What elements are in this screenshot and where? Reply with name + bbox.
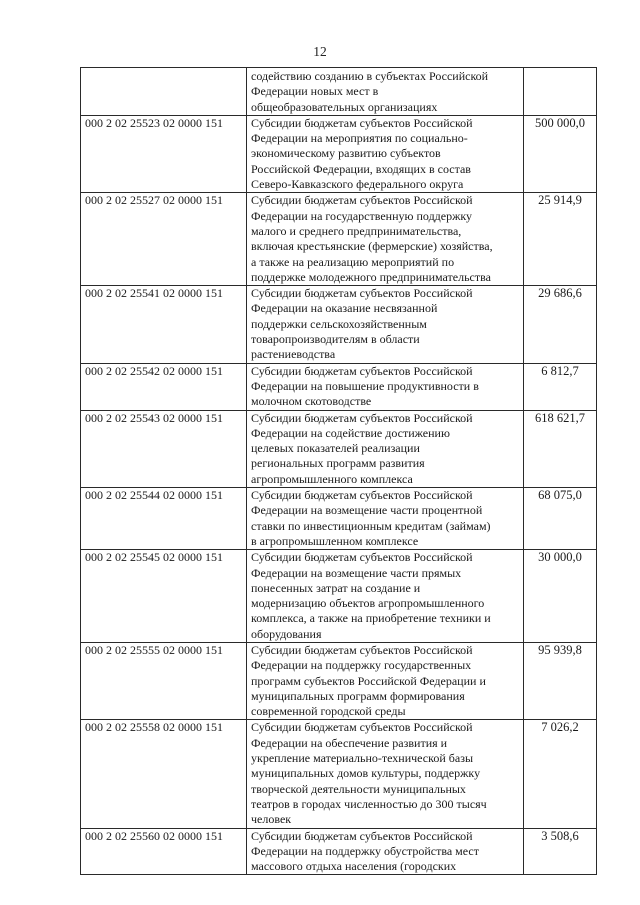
description-line: Субсидии бюджетам субъектов Российской bbox=[251, 410, 473, 425]
description-line: молочном скотоводстве bbox=[251, 394, 372, 409]
budget-code-cell: 000 2 02 25542 02 0000 151 bbox=[81, 363, 247, 410]
amount-cell: 6 812,7 bbox=[524, 363, 597, 410]
description-line: в агропромышленном комплексе bbox=[251, 533, 419, 548]
budget-code-cell: 000 2 02 25544 02 0000 151 bbox=[81, 488, 247, 550]
description-line: муниципальных программ формирования bbox=[251, 688, 465, 703]
description-line: Субсидии бюджетам субъектов Российской bbox=[251, 363, 473, 378]
description-line: а также на реализацию мероприятий по bbox=[251, 254, 455, 269]
budget-code-cell: 000 2 02 25558 02 0000 151 bbox=[81, 720, 247, 828]
description-line: Субсидии бюджетам субъектов Российской bbox=[251, 720, 473, 735]
description-line: творческой деятельности муниципальных bbox=[251, 781, 466, 796]
description-line: Федерации на обеспечение развития и bbox=[251, 735, 448, 750]
description-line: понесенных затрат на создание и bbox=[251, 580, 421, 595]
description-line: Федерации на поддержку государственных bbox=[251, 658, 472, 673]
budget-code-cell bbox=[81, 68, 247, 116]
description-line: программ субъектов Российской Федерации и bbox=[251, 673, 486, 688]
description-cell bbox=[247, 642, 524, 719]
description-line: содействию созданию в субъектах Российской bbox=[251, 69, 489, 83]
table-row bbox=[81, 720, 597, 828]
budget-table bbox=[80, 67, 597, 875]
description-cell bbox=[247, 550, 524, 643]
description-line: Субсидии бюджетам субъектов Российской bbox=[251, 488, 473, 503]
description-line: театров в городах численностью до 300 тысяч bbox=[251, 796, 487, 811]
description-line: оборудования bbox=[251, 626, 322, 641]
amount-cell: 500 000,0 bbox=[524, 115, 597, 192]
budget-code-cell: 000 2 02 25545 02 0000 151 bbox=[81, 550, 247, 643]
description-line: массового отдыха населения (городских bbox=[251, 859, 457, 874]
description-cell bbox=[247, 410, 524, 487]
description-line: целевых показателей реализации bbox=[251, 441, 420, 456]
description-line: малого и среднего предпринимательства, bbox=[251, 223, 462, 238]
description-line: товаропроизводителям в области bbox=[251, 332, 420, 347]
description-cell bbox=[247, 720, 524, 828]
budget-code-cell: 000 2 02 25555 02 0000 151 bbox=[81, 642, 247, 719]
description-line: Федерации на возмещение части прямых bbox=[251, 565, 462, 580]
description-line: Субсидии бюджетам субъектов Российской bbox=[251, 193, 473, 208]
description-cell bbox=[247, 363, 524, 410]
description-line: ставки по инвестиционным кредитам (займам) bbox=[251, 518, 491, 533]
description-cell bbox=[247, 828, 524, 875]
table-row bbox=[81, 488, 597, 550]
table-row bbox=[81, 642, 597, 719]
amount-cell: 29 686,6 bbox=[524, 286, 597, 363]
description-line: Федерации новых мест в bbox=[251, 84, 379, 99]
description-cell bbox=[247, 193, 524, 286]
description-line: Субсидии бюджетам субъектов Российской bbox=[251, 642, 473, 657]
budget-code-cell: 000 2 02 25523 02 0000 151 bbox=[81, 115, 247, 192]
description-line: общеобразовательных организациях bbox=[251, 99, 438, 114]
description-line: поддержки сельскохозяйственным bbox=[251, 316, 427, 331]
budget-code-cell: 000 2 02 25527 02 0000 151 bbox=[81, 193, 247, 286]
description-line: Субсидии бюджетам субъектов Российской bbox=[251, 286, 473, 301]
amount-cell: 95 939,8 bbox=[524, 642, 597, 719]
description-line: агропромышленного комплекса bbox=[251, 471, 413, 486]
amount-cell: 30 000,0 bbox=[524, 550, 597, 643]
budget-code-cell: 000 2 02 25560 02 0000 151 bbox=[81, 828, 247, 875]
amount-cell: 68 075,0 bbox=[524, 488, 597, 550]
description-line: Субсидии бюджетам субъектов Российской bbox=[251, 115, 473, 130]
description-line: Федерации на повышение продуктивности в bbox=[251, 378, 479, 393]
description-line: укрепление материально-технической базы bbox=[251, 751, 474, 766]
description-line: Федерации на содействие достижению bbox=[251, 425, 450, 440]
description-cell bbox=[247, 286, 524, 363]
table-row bbox=[81, 193, 597, 286]
description-line: комплекса, а также на приобретение техники и bbox=[251, 611, 491, 626]
description-line: растениеводства bbox=[251, 347, 336, 362]
table-row bbox=[81, 363, 597, 410]
description-line: включая крестьянские (фермерские) хозяйства, bbox=[251, 239, 493, 254]
description-cell bbox=[247, 115, 524, 192]
table-row bbox=[81, 68, 597, 116]
table-row bbox=[81, 286, 597, 363]
description-line: современной городской среды bbox=[251, 704, 406, 719]
budget-table-body bbox=[81, 68, 597, 875]
description-line: Федерации на поддержку обустройства мест bbox=[251, 843, 479, 858]
description-cell bbox=[247, 68, 524, 116]
description-line: Федерации на мероприятия по социально- bbox=[251, 131, 468, 146]
amount-cell: 3 508,6 bbox=[524, 828, 597, 875]
description-line: Федерации на возмещение части процентной bbox=[251, 503, 483, 518]
description-line: Субсидии бюджетам субъектов Российской bbox=[251, 828, 473, 843]
budget-code-cell: 000 2 02 25541 02 0000 151 bbox=[81, 286, 247, 363]
page-number: 12 bbox=[313, 44, 327, 59]
description-line: Субсидии бюджетам субъектов Российской bbox=[251, 550, 473, 565]
description-line: человек bbox=[251, 812, 292, 827]
description-line: региональных программ развития bbox=[251, 456, 425, 471]
description-line: Российской Федерации, входящих в состав bbox=[251, 161, 471, 176]
description-line: Северо-Кавказского федерального округа bbox=[251, 177, 464, 192]
amount-cell: 25 914,9 bbox=[524, 193, 597, 286]
description-line: модернизацию объектов агропромышленного bbox=[251, 596, 485, 611]
description-line: поддержке молодежного предпринимательства bbox=[251, 269, 491, 284]
amount-cell bbox=[524, 68, 597, 116]
table-row bbox=[81, 828, 597, 875]
description-line: Федерации на оказание несвязанной bbox=[251, 301, 438, 316]
description-line: Федерации на государственную поддержку bbox=[251, 208, 473, 223]
table-row bbox=[81, 115, 597, 192]
description-line: муниципальных домов культуры, поддержку bbox=[251, 766, 481, 781]
amount-cell: 7 026,2 bbox=[524, 720, 597, 828]
amount-cell: 618 621,7 bbox=[524, 410, 597, 487]
description-cell bbox=[247, 488, 524, 550]
description-line: экономическому развитию субъектов bbox=[251, 146, 441, 161]
table-row bbox=[81, 410, 597, 487]
table-row bbox=[81, 550, 597, 643]
budget-code-cell: 000 2 02 25543 02 0000 151 bbox=[81, 410, 247, 487]
